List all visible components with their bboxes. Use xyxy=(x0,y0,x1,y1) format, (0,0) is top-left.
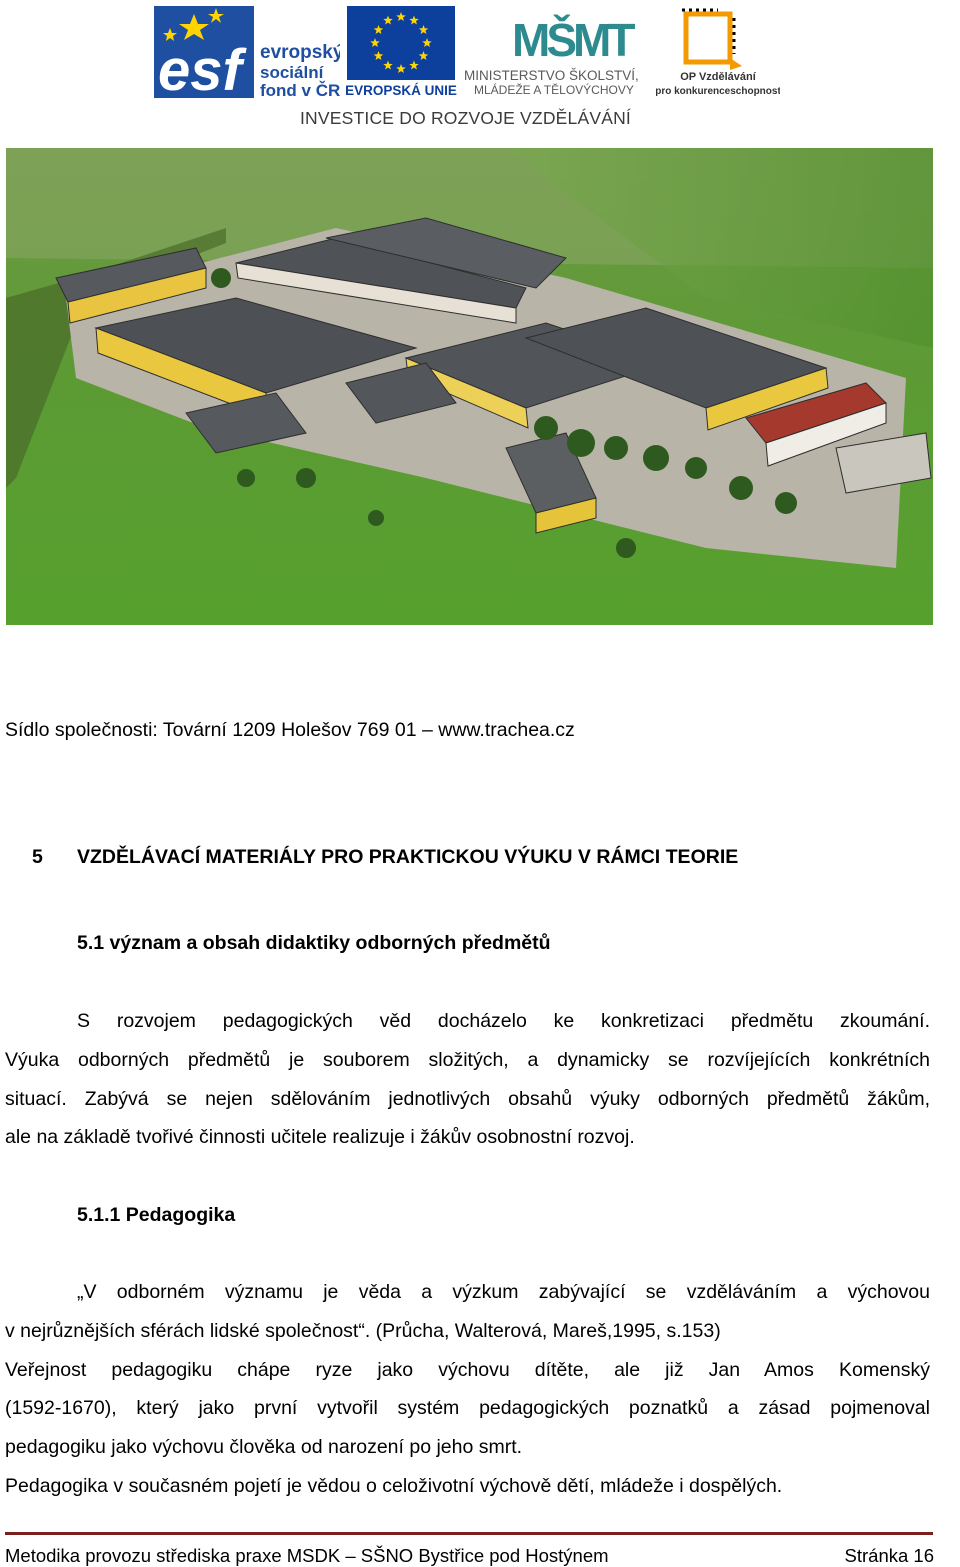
paragraph2-line: Veřejnost pedagogiku chápe ryze jako výchovu dítěte, ale již Jan Amos Komenský xyxy=(5,1359,930,1381)
paragraph2-line: „V odborném významu je věda a výzkum zabývající se vzděláváním a výchovou xyxy=(77,1281,930,1303)
footer-page-number: Stránka 16 xyxy=(844,1545,934,1566)
svg-text:fond v ČR: fond v ČR xyxy=(260,81,340,98)
section-title: 5.1 význam a obsah didaktiky odborných předmětů xyxy=(77,932,551,954)
chapter-title: VZDĚLÁVACÍ MATERIÁLY PRO PRAKTICKOU VÝUKU V RÁMCI TEORIE xyxy=(77,846,739,868)
paragraph2-line: v nejrůznějších sférách lidské společnost“. (Průcha, Walterová, Mareš,1995, s.153) xyxy=(5,1320,721,1342)
paragraph1-line: ale na základě tvořivé činnosti učitele realizuje i žákův osobnostní rozvoj. xyxy=(5,1126,635,1148)
svg-text:esf: esf xyxy=(158,38,242,98)
eu-flag-logo xyxy=(345,6,457,98)
chapter-number: 5 xyxy=(32,846,43,868)
tagline: INVESTICE DO ROZVOJE VZDĚLÁVÁNÍ xyxy=(300,108,631,128)
logo-header xyxy=(0,0,960,135)
aerial-photo xyxy=(6,148,933,625)
paragraph2-line: (1592-1670), který jako první vytvořil systém pedagogických poznatků a zásad pojmenoval xyxy=(5,1397,930,1419)
svg-text:MŠMT: MŠMT xyxy=(512,14,632,66)
paragraph1-line: S rozvojem pedagogických věd docházelo ke konkretizaci předmětu zkoumání. xyxy=(77,1010,930,1032)
subsection-title: 5.1.1 Pedagogika xyxy=(77,1204,236,1226)
svg-text:MLÁDEŽE A TĚLOVÝCHOVY: MLÁDEŽE A TĚLOVÝCHOVY xyxy=(474,83,634,97)
svg-text:OP Vzdělávání: OP Vzdělávání xyxy=(680,71,756,83)
aerial-photo-company-premises-icon xyxy=(6,148,933,625)
esf-logo xyxy=(154,6,340,98)
paragraph1-line: situací. Zabývá se nejen sdělováním jednotlivých obsahů výuky odborných předmětů žákům, xyxy=(5,1088,930,1110)
footer-document-title: Metodika provozu střediska praxe MSDK – SŠNO Bystřice pod Hostýnem xyxy=(5,1545,609,1566)
paragraph1-line: Výuka odborných předmětů je souborem složitých, a dynamicky se rozvíjejících konkrétních xyxy=(5,1049,930,1071)
company-address: Sídlo společnosti: Tovární 1209 Holešov 769 01 – www.trachea.cz xyxy=(5,719,575,741)
svg-text:MINISTERSTVO ŠKOLSTVÍ,: MINISTERSTVO ŠKOLSTVÍ, xyxy=(464,68,639,83)
svg-text:evropský: evropský xyxy=(260,42,340,63)
svg-text:EVROPSKÁ UNIE: EVROPSKÁ UNIE xyxy=(345,83,457,98)
svg-text:pro konkurenceschopnost: pro konkurenceschopnost xyxy=(656,86,780,97)
svg-text:sociální: sociální xyxy=(260,63,324,82)
op-vk-logo xyxy=(656,4,780,98)
footer-divider xyxy=(5,1532,933,1535)
msmt-logo xyxy=(462,4,654,98)
paragraph2-line: Pedagogika v současném pojetí je vědou o celoživotní výchově dětí, mládeže i dospělých. xyxy=(5,1475,783,1497)
paragraph2-line: pedagogiku jako výchovu člověka od narození po jeho smrt. xyxy=(5,1436,523,1458)
